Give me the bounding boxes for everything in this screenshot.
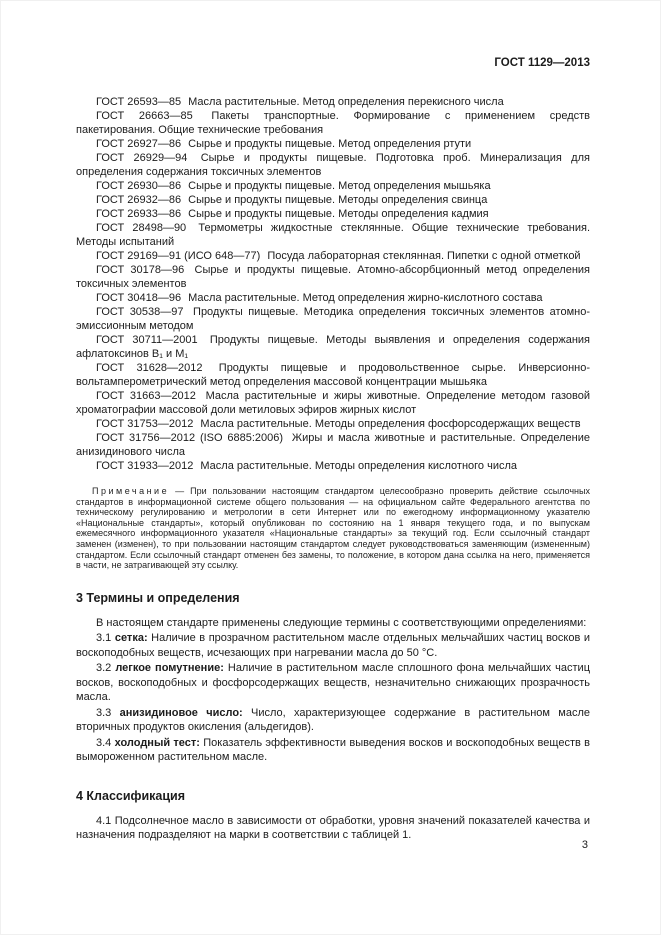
reference-item	[76, 179, 590, 193]
reference-item	[76, 291, 590, 305]
reference-code: ГОСТ 31663—2012	[96, 390, 196, 402]
term-item	[76, 736, 590, 765]
reference-item	[76, 221, 590, 249]
reference-item	[76, 207, 590, 221]
reference-code: ГОСТ 31628—2012	[96, 362, 203, 374]
page-content	[76, 57, 590, 844]
reference-item	[76, 389, 590, 417]
reference-title: Жиры и масла животные и растительные. Определение анизидинового числа	[76, 432, 590, 458]
term-name: легкое помутнение:	[115, 662, 224, 675]
term-name: сетка:	[114, 632, 148, 645]
reference-code: ГОСТ 30178—96	[96, 264, 185, 276]
reference-title: Масла растительные и жиры животные. Определение методом газовой хроматографии массовой доли метиловых эфиров жирных кислот	[76, 390, 591, 416]
term-number: 3.4	[96, 736, 112, 749]
reference-title: Сырье и продукты пищевые. Атомно-абсорбционный метод определения токсичных элементов	[76, 264, 590, 290]
term-number: 3.3	[96, 706, 112, 719]
note-paragraph	[76, 486, 590, 571]
reference-title: Масла растительные. Метод определения перекисного числа	[188, 96, 504, 108]
section-3-heading: 3 Термины и определения	[76, 590, 240, 605]
page-number: 3	[581, 839, 588, 851]
term-definition: Показатель эффективности выведения восков и воскоподобных веществ в вымороженном растительном масле.	[76, 736, 590, 764]
reference-title: Посуда лабораторная стеклянная. Пипетки с одной отметкой	[267, 250, 581, 262]
reference-code: ГОСТ 30538—97	[96, 306, 184, 318]
reference-title: Сырье и продукты пищевые. Методы определения кадмия	[188, 208, 489, 220]
term-number: 3.1	[96, 632, 112, 645]
reference-code: ГОСТ 26593—85	[96, 96, 182, 108]
reference-title: Термометры жидкостные стеклянные. Общие технические требования. Методы испытаний	[76, 222, 590, 248]
reference-item	[76, 263, 590, 291]
term-name: анизидиновое число:	[119, 706, 243, 719]
reference-code: ГОСТ 26929—94	[96, 152, 188, 164]
reference-item	[76, 361, 590, 389]
reference-item	[76, 431, 590, 459]
reference-code: ГОСТ 31933—2012	[96, 460, 194, 472]
note-label: Примечание	[92, 486, 170, 496]
reference-code: ГОСТ 26927—86	[96, 138, 182, 150]
reference-code: ГОСТ 28498—90	[96, 222, 187, 234]
term-name: холодный тест:	[114, 736, 200, 749]
reference-code: ГОСТ 30418—96	[96, 292, 182, 304]
reference-title: Сырье и продукты пищевые. Методы определения свинца	[188, 194, 488, 206]
reference-title: Масла растительные. Методы определения кислотного числа	[200, 460, 517, 472]
reference-title: Продукты пищевые и продовольственное сырье. Инверсионно-вольтамперометрический метод определения массовой концентрации мышьяка	[76, 362, 590, 388]
reference-title: Продукты пищевые. Методика определения токсичных элементов атомно-эмиссионным методом	[76, 306, 591, 332]
reference-title: Пакеты транспортные. Формирование с применением средств пакетирования. Общие технические требования	[76, 110, 591, 136]
reference-title: Масла растительные. Метод определения жирно-кислотного состава	[188, 292, 543, 304]
reference-title: Сырье и продукты пищевые. Метод определения мышьяка	[188, 180, 491, 192]
reference-title: Сырье и продукты пищевые. Подготовка проб. Минерализация для определения содержания токсичных элементов	[76, 152, 590, 178]
reference-code: ГОСТ 29169—91 (ИСО 648—77)	[96, 250, 261, 262]
references-list	[76, 95, 590, 473]
reference-title: Сырье и продукты пищевые. Метод определения ртути	[188, 138, 472, 150]
reference-item	[76, 95, 590, 109]
term-item	[76, 706, 590, 735]
term-definition: Наличие в растительном масле сплошного фона мельчайших частиц восков, воскоподобных и фосфорсодержащих веществ, незначительно снижающих прозрачность масла.	[76, 662, 591, 704]
reference-code: ГОСТ 26663—85	[96, 110, 193, 122]
clause-number: 4.1	[96, 814, 112, 827]
clause-text: Подсолнечное масло в зависимости от обработки, уровня значений показателей качества и назначения подразделяют на марки в соответствии с таблицей 1.	[76, 814, 590, 842]
term-definition: Число, характеризующее содержание в растительном масле вторичных продуктов окисления (альдегидов).	[76, 706, 590, 734]
reference-item	[76, 305, 590, 333]
note-text: — При пользовании настоящим стандартом целесообразно проверить действие ссылочных стандартов в информационной системе общего пользования — на официальном сайте Федерального агентства по техническому регулированию и метрологии в сети Интернет или по ежегодному информационному указателю «Национальные стандарты», который опубликован по состоянию на 1 января текущего года, и по выпускам ежемесячного информационного указателя «Национальные стандарты» за текущий год. Если ссылочный стандарт заменен (изменен), то при пользовании настоящим стандартом следует руководствоваться заменяющим (измененным) стандартом. Если ссылочный стандарт отменен без замены, то положение, в котором дана ссылка на него, применяется в части, не затрагивающей эту ссылку.	[76, 486, 590, 571]
reference-code: ГОСТ 26930—86	[96, 180, 182, 192]
document-code-header	[76, 57, 590, 69]
reference-item	[76, 459, 590, 473]
reference-item	[76, 109, 590, 137]
term-item	[76, 661, 590, 705]
term-item	[76, 631, 590, 660]
term-definition: Наличие в прозрачном растительном масле отдельных мельчайших частиц восков и воскоподобных веществ, исчезающих при нагревании масла до 50 °С.	[76, 632, 590, 659]
reference-code: ГОСТ 31753—2012	[96, 418, 194, 430]
document-code: ГОСТ 1129—2013	[494, 57, 590, 69]
reference-code: ГОСТ 31756—2012 (ISO 6885:2006)	[96, 432, 284, 444]
reference-item	[76, 151, 590, 179]
terms-intro: В настоящем стандарте применены следующие термины с соответствующими определениями:	[96, 616, 587, 629]
section-4-heading: 4 Классификация	[76, 788, 186, 803]
term-number: 3.2	[96, 662, 112, 675]
reference-code: ГОСТ 26932—86	[96, 194, 182, 206]
reference-item	[76, 417, 590, 431]
reference-item	[76, 137, 590, 151]
reference-item	[76, 193, 590, 207]
classification-item	[76, 814, 590, 843]
reference-code: ГОСТ 30711—2001	[96, 334, 198, 346]
reference-item	[76, 333, 590, 361]
reference-title: Продукты пищевые. Методы выявления и определения содержания афлатоксинов В₁ и М₁	[76, 334, 590, 360]
reference-item	[76, 249, 590, 263]
reference-title: Масла растительные. Методы определения фосфорсодержащих веществ	[200, 418, 581, 430]
reference-code: ГОСТ 26933—86	[96, 208, 182, 220]
